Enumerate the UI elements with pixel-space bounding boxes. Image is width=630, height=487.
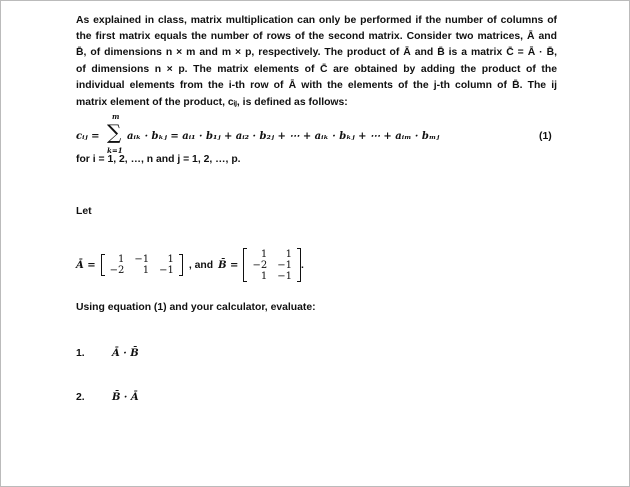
cell: −2 <box>252 259 268 271</box>
question-number: 1. <box>76 348 85 359</box>
sum-lower: k=1 <box>107 146 123 155</box>
matrix-a-label: Ā = <box>76 259 96 271</box>
cell: 1 <box>285 248 292 260</box>
intro-line: of dimensions n × p. The matrix elements of C̄ are obtained by adding the product of the <box>76 64 557 75</box>
cell: −1 <box>134 254 150 265</box>
cell: −1 <box>277 270 292 282</box>
cell: 1 <box>118 254 125 265</box>
question-expr: B̄ · Ā <box>112 392 139 403</box>
cell: 1 <box>260 270 268 282</box>
equation-number: (1) <box>539 131 552 142</box>
question-expr: Ā · B̄ <box>112 348 139 359</box>
equation-rhs: aᵢₖ · bₖⱼ = aᵢ₁ · b₁ⱼ + aᵢ₂ · b₂ⱼ + ⋯ + aᵢₖ · bₖⱼ + ⋯ + aᵢₘ · bₘⱼ <box>127 131 440 142</box>
intro-line: the first matrix equals the number of rows of the second matrix. Consider two matrices, Ā and <box>76 31 557 42</box>
period: . <box>300 259 304 271</box>
range-line: for i = 1, 2, …, n and j = 1, 2, …, p. <box>76 154 241 165</box>
matrix-b-label: B̄ = <box>218 259 239 271</box>
intro-line: B̄, of dimensions n × m and m × p, respectively. The product of Ā and B̄ is a matrix C̄ = Ā · B̄, <box>76 47 557 58</box>
matrix-a <box>76 248 304 282</box>
intro-line: individual elements from the i-th row of Ā with the elements of the j-th column of B̄. The ij <box>76 80 557 91</box>
sum-symbol: ∑ <box>107 120 122 144</box>
intro-line: matrix element of the product, cᵢⱼ, is defined as follows: <box>76 97 348 108</box>
let-label: Let <box>76 206 92 217</box>
cell: −1 <box>277 259 292 271</box>
intro-line: As explained in class, matrix multiplication can only be performed if the number of columns of <box>76 15 557 26</box>
instruction: Using equation (1) and your calculator, evaluate: <box>76 302 316 313</box>
question-number: 2. <box>76 392 85 403</box>
and-label: , and <box>188 259 214 271</box>
equation-lhs: cᵢⱼ = <box>76 131 100 142</box>
cell: 1 <box>260 248 268 260</box>
cell: 1 <box>167 254 174 265</box>
cell: −1 <box>159 265 174 276</box>
sum-upper: m <box>112 112 120 121</box>
cell: 1 <box>142 265 150 276</box>
cell: −2 <box>109 265 125 276</box>
